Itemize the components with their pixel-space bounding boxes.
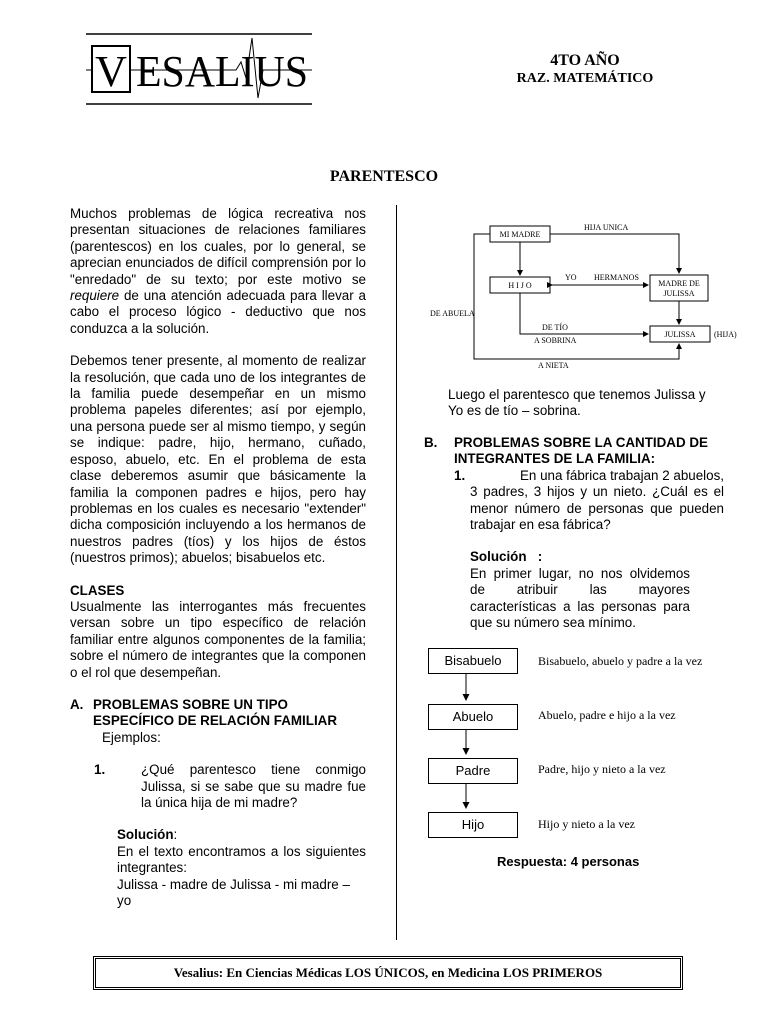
svg-text:YO: YO <box>565 273 577 282</box>
svg-text:A NIETA: A NIETA <box>538 361 569 370</box>
intro-paragraph-2: Debemos tener presente, al momento de realizar la resolución, que cada uno de los integrantes de la familia puede desempeñar en un mismo problema papeles diferentes; así por ejemplo, una persona puede ser al mismo tiempo, y según se indique: padre, hijo, hermano, cuñado, esposo, abuelo, etc. En el problema de esta clase deberemos asumir que básicamente la familia la componen padres e hijos, pero hay problemas en los cuales es necesario "extender" dicha composición incluyendo a los hermanos de nuestros padres (tíos) y los hijos de éstos (nuestros primos); abuelos; bisabuelos etc. <box>70 353 366 566</box>
question-a1: 1. ¿Qué parentesco tiene conmigo Julissa, si se sabe que su madre fue la única hija de mi madre? <box>94 762 366 810</box>
flow-desc-abuelo: Abuelo, padre e hijo a la vez <box>538 708 676 722</box>
flow-box-bisabuelo: Bisabuelo <box>428 648 518 674</box>
flow-desc-hijo: Hijo y nieto a la vez <box>538 817 635 831</box>
section-b <box>424 435 724 631</box>
svg-text:JULISSA: JULISSA <box>664 330 696 339</box>
clases-paragraph: Usualmente las interrogantes más frecuentes versan sobre un tipo específico de relación familiar entre algunos componentes de la familia; sobre el número de integrantes que la componen o el rol que desempeñan. <box>70 598 366 680</box>
column-divider <box>396 205 397 940</box>
svg-text:JULISSA: JULISSA <box>663 289 695 298</box>
generations-flow-diagram <box>428 648 718 844</box>
svg-text:DE ABUELA: DE ABUELA <box>430 309 475 318</box>
section-b-heading: B. PROBLEMAS SOBRE LA CANTIDAD DE INTEGRANTES DE LA FAMILIA: <box>424 435 708 467</box>
family-tree-diagram <box>424 216 744 376</box>
flow-box-hijo: Hijo <box>428 812 518 838</box>
svg-text:MADRE DE: MADRE DE <box>658 279 700 288</box>
examples-label: Ejemplos: <box>102 729 161 745</box>
solution-a1: Solución: En el texto encontramos a los siguientes integrantes: Julissa - madre de Julissa - mi madre – yo <box>117 827 366 909</box>
answer-text: Respuesta: 4 personas <box>497 854 640 869</box>
logo-initial: V <box>95 47 127 96</box>
flow-box-abuelo: Abuelo <box>428 704 518 730</box>
left-column <box>70 206 366 909</box>
flow-desc-padre: Padre, hijo y nieto a la vez <box>538 762 666 776</box>
tree-conclusion: Luego el parentesco que tenemos Julissa y Yo es de tío – sobrina. <box>448 387 706 419</box>
grade-label: 4TO AÑO <box>550 52 620 69</box>
clases-heading: CLASES <box>70 582 125 598</box>
section-a-heading: A. PROBLEMAS SOBRE UN TIPO ESPECÍFICO DE RELACIÓN FAMILIAR <box>70 696 338 729</box>
flow-desc-bisabuelo: Bisabuelo, abuelo y padre a la vez <box>538 654 703 668</box>
page-title: PARENTESCO <box>329 168 439 185</box>
intro-paragraph-1: Muchos problemas de lógica recreativa nos presentan situaciones de relaciones familiares (parentescos) en los cuales, por lo general, se aprecian enunciados de difícil comprensión por lo "enredado" de su texto; por este motivo se requiere de una atención adecuada para llevar a cabo el proceso lógico - deductivo que nos conduzca a la solución. <box>70 206 366 336</box>
header-info <box>470 52 700 88</box>
solution-b1: Solución : En primer lugar, no nos olvidemos de atribuir las mayores características a las personas para que su número sea mínimo. <box>470 549 690 631</box>
svg-text:HERMANOS: HERMANOS <box>594 273 639 282</box>
vesalius-logo <box>86 32 312 106</box>
logo-name: ESALIUS <box>136 47 308 96</box>
svg-text:DE TÍO: DE TÍO <box>542 323 568 332</box>
svg-text:MI MADRE: MI MADRE <box>499 230 541 239</box>
svg-text:A SOBRINA: A SOBRINA <box>534 336 577 345</box>
footer-slogan: Vesalius: En Ciencias Médicas LOS ÚNICOS, en Medicina LOS PRIMEROS <box>93 956 683 990</box>
svg-text:H I J O: H I J O <box>508 281 532 290</box>
question-b1: 1. En una fábrica trabajan 2 abuelos, 3 padres, 3 hijos y un nieto. ¿Cuál es el menor número de personas que pueden trabajar en esa fábrica? <box>454 467 724 533</box>
svg-text:(HIJA): (HIJA) <box>714 330 737 339</box>
flow-box-padre: Padre <box>428 758 518 784</box>
svg-text:HIJA UNICA: HIJA UNICA <box>584 223 629 232</box>
subject-label: RAZ. MATEMÁTICO <box>516 71 654 86</box>
